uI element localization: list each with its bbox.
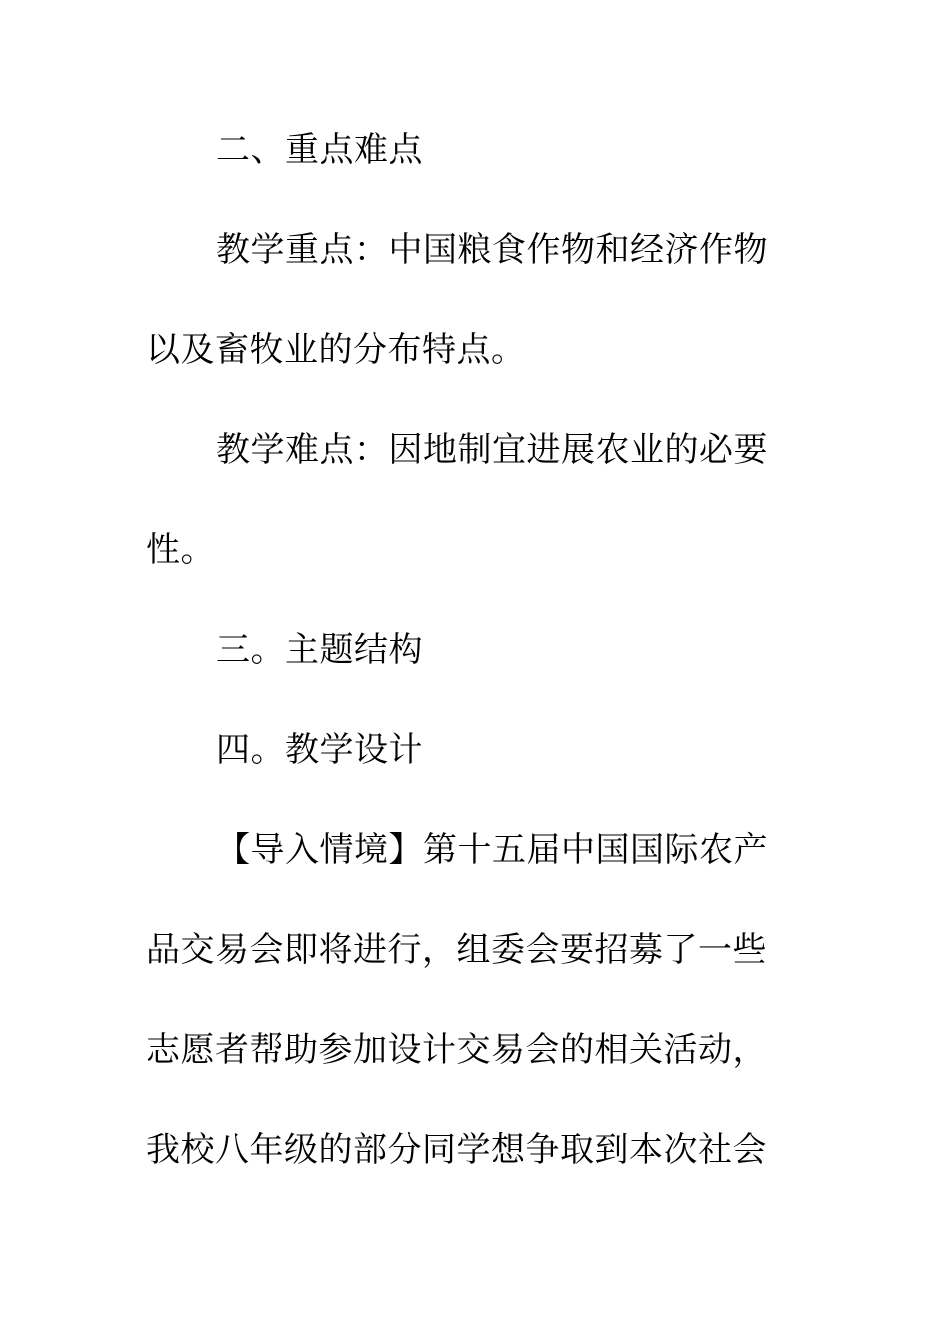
section-heading-key-points: 二、重点难点 bbox=[216, 130, 423, 170]
paragraph-teaching-focus: 教学重点：中国粮食作物和经济作物 bbox=[216, 230, 768, 270]
section-heading-theme-structure: 三。主题结构 bbox=[216, 630, 423, 670]
paragraph-teaching-focus-continued: 以及畜牧业的分布特点。 bbox=[146, 330, 526, 370]
paragraph-intro-scenario: 【导入情境】第十五届中国国际农产 bbox=[216, 830, 768, 870]
paragraph-teaching-difficulty-continued: 性。 bbox=[146, 530, 215, 570]
paragraph-teaching-difficulty: 教学难点：因地制宜进展农业的必要 bbox=[216, 430, 768, 470]
paragraph-intro-scenario-line-2: 品交易会即将进行，组委会要招募了一些 bbox=[146, 930, 767, 970]
paragraph-intro-scenario-line-4: 我校八年级的部分同学想争取到本次社会 bbox=[146, 1130, 767, 1170]
section-heading-teaching-design: 四。教学设计 bbox=[216, 730, 423, 770]
paragraph-intro-scenario-line-3: 志愿者帮助参加设计交易会的相关活动， bbox=[146, 1030, 767, 1070]
